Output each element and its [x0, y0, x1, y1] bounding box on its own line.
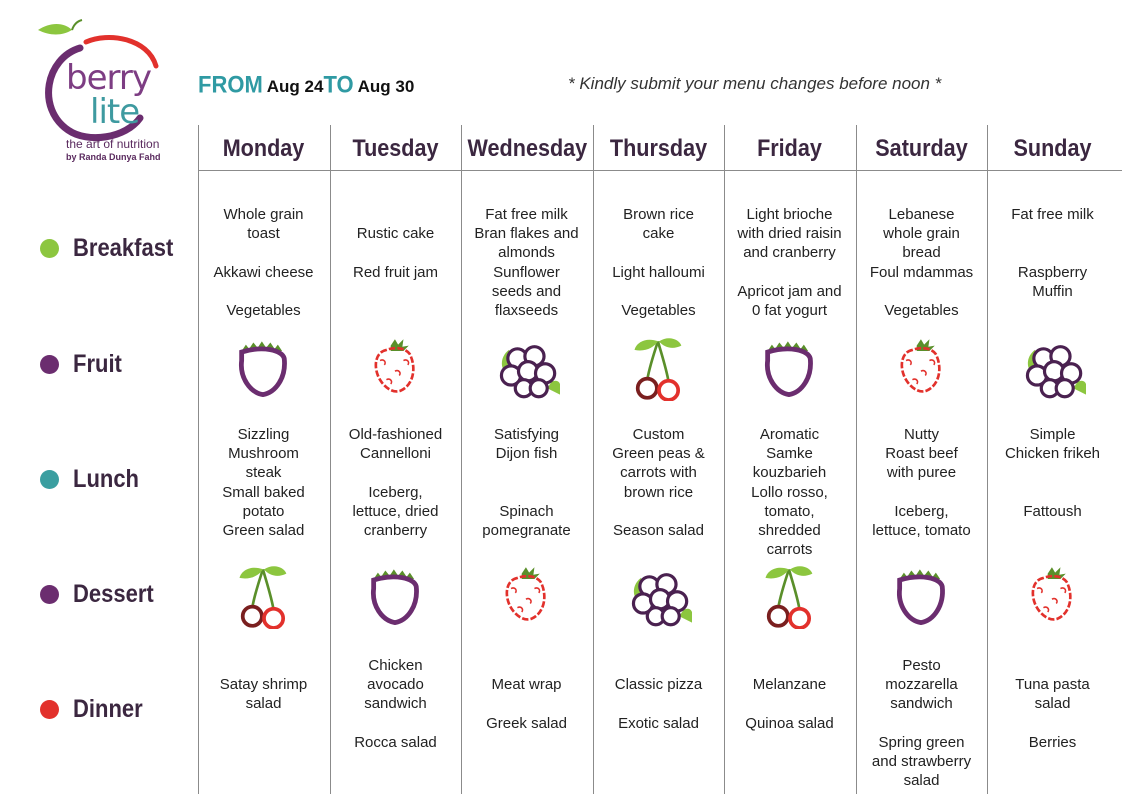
fig-icon [231, 335, 297, 401]
menu-item-line [727, 694, 852, 713]
menu-item-line: Vegetables [621, 301, 696, 319]
menu-item-line: lettuce, tomato [872, 522, 971, 539]
lunch-cell-wednesday [464, 425, 589, 540]
from-date: Aug 24 [266, 77, 324, 96]
menu-item-line: Light brioche [746, 206, 833, 223]
menu-item-line: sandwich [890, 695, 953, 713]
menu-item-line [596, 243, 721, 262]
day-header-monday: Monday [222, 135, 305, 162]
menu-item-line: Mushroom [228, 445, 299, 463]
meal-label-dinner [40, 695, 152, 724]
menu-item-line: Light halloumi [612, 263, 705, 281]
menu-item-line [990, 224, 1115, 243]
menu-item-line: Tuna pasta [1015, 676, 1090, 694]
menu-item-line: Rocca salad [354, 733, 437, 751]
grid-line [724, 125, 725, 794]
breakfast-cell-thursday [596, 205, 721, 320]
menu-item-line [859, 714, 984, 733]
menu-item-line: Spinach [499, 502, 554, 520]
fig-icon [889, 563, 955, 629]
menu-item-line: lettuce, dried [352, 502, 439, 520]
grid-line [330, 125, 331, 794]
menu-item-line: avocado [367, 676, 424, 694]
menu-item-line: Fat free milk [485, 206, 568, 223]
lunch-cell-sunday [990, 425, 1115, 521]
brand-word-berry: berry [66, 58, 151, 98]
day-header-saturday: Saturday [875, 135, 968, 162]
menu-item-line [333, 205, 458, 224]
dinner-dot-icon [40, 700, 59, 719]
menu-item-line: Cannelloni [360, 445, 431, 463]
menu-item-line: kouzbarieh [752, 464, 827, 482]
menu-item-line: Whole grain [223, 206, 304, 223]
menu-item-line: cranberry [363, 522, 428, 539]
menu-item-line: Apricot jam and [737, 282, 842, 300]
menu-item-line [990, 656, 1115, 675]
menu-item-line: toast [247, 225, 280, 243]
meal-label-text: Dinner [73, 695, 143, 723]
menu-item-line: Samke [766, 445, 813, 463]
meal-label-text: Breakfast [73, 234, 174, 262]
dinner-cell-sunday [990, 656, 1115, 752]
menu-item-line: Old-fashioned [348, 426, 443, 443]
menu-item-line: cake [642, 225, 675, 243]
lunch-dot-icon [40, 470, 59, 489]
menu-item-line: steak [245, 464, 282, 482]
menu-item-line: Roast beef [885, 445, 958, 463]
menu-item-line: Quinoa salad [745, 714, 834, 732]
breakfast-cell-friday [727, 205, 852, 320]
menu-item-line: Iceberg, [894, 502, 949, 520]
menu-item-line: Brown rice [623, 206, 694, 223]
blueberry-icon [626, 563, 692, 629]
menu-item-line: salad [245, 695, 282, 713]
menu-item-line: Iceberg, [368, 483, 423, 501]
grid-line [198, 125, 199, 794]
brand-word-lite: lite [90, 92, 140, 132]
menu-item-line: Custom [632, 426, 685, 443]
menu-item-line: Sizzling [237, 426, 290, 443]
menu-item-line: and strawberry [871, 753, 972, 770]
menu-item-line: Chicken [368, 657, 423, 674]
menu-item-line [727, 656, 852, 675]
menu-item-line: Spring green [878, 733, 965, 751]
menu-item-line [596, 502, 721, 521]
fig-icon [363, 563, 429, 629]
day-header-sunday: Sunday [1013, 135, 1092, 162]
menu-item-line [201, 243, 326, 262]
menu-item-line: potato [242, 502, 285, 520]
menu-item-line: Muffin [1032, 282, 1073, 300]
menu-item-line: Dijon fish [495, 445, 558, 463]
menu-item-line [990, 463, 1115, 482]
dinner-cell-saturday [859, 656, 984, 790]
menu-item-line: Fat free milk [1011, 206, 1094, 223]
menu-item-line: Pesto [902, 657, 941, 674]
lunch-cell-tuesday [333, 425, 458, 540]
meal-label-text: Fruit [73, 350, 122, 378]
menu-item-line [859, 282, 984, 301]
meal-label-breakfast [40, 234, 187, 263]
breakfast-cell-sunday [990, 205, 1115, 301]
menu-item-line [464, 463, 589, 482]
menu-item-line: Satay shrimp [219, 676, 308, 694]
menu-item-line [990, 243, 1115, 262]
menu-item-line: Fattoush [1023, 502, 1082, 520]
grid-line [461, 125, 462, 794]
menu-item-line: mozzarella [885, 676, 958, 694]
menu-item-line: seeds and [491, 282, 562, 300]
day-header-friday: Friday [757, 135, 822, 162]
menu-item-line: Berries [1028, 733, 1077, 751]
menu-item-line [333, 714, 458, 733]
menu-item-line [727, 263, 852, 282]
menu-item-line: 0 fat yogurt [751, 302, 828, 319]
breakfast-cell-wednesday [464, 205, 589, 320]
cherry-icon [757, 563, 823, 629]
menu-item-line: Lebanese [888, 206, 955, 223]
menu-item-line: salad [1034, 695, 1071, 713]
fruit-dot-icon [40, 355, 59, 374]
menu-item-line: Vegetables [226, 301, 301, 319]
from-label: FROM [198, 70, 263, 98]
to-date: Aug 30 [357, 77, 415, 96]
raspberry-icon [363, 335, 429, 401]
menu-item-line: Season salad [613, 522, 704, 539]
dinner-cell-thursday [596, 656, 721, 733]
fig-icon [757, 335, 823, 401]
menu-item-line: Exotic salad [618, 714, 699, 732]
brand-tagline: the art of nutrition [66, 137, 160, 151]
menu-item-line: shredded [758, 522, 821, 540]
menu-item-line: Red fruit jam [352, 263, 439, 281]
menu-item-line [596, 282, 721, 301]
menu-item-line [596, 656, 721, 675]
meal-label-dessert [40, 580, 165, 609]
menu-item-line: Vegetables [884, 302, 959, 319]
cherry-icon [231, 563, 297, 629]
breakfast-cell-monday [201, 205, 326, 320]
menu-item-line: tomato, [764, 502, 815, 520]
menu-item-line: carrots [766, 541, 813, 559]
lunch-cell-thursday [596, 425, 721, 540]
day-header-wednesday: Wednesday [467, 135, 588, 162]
menu-item-line: Aromatic [759, 426, 820, 443]
menu-item-line: Simple [1029, 426, 1076, 443]
menu-item-line: Lollo rosso, [751, 483, 828, 501]
menu-item-line: Raspberry [1017, 263, 1088, 281]
menu-item-line: Green salad [222, 522, 305, 540]
lunch-cell-friday [727, 425, 852, 559]
menu-item-line [464, 694, 589, 713]
dessert-dot-icon [40, 585, 59, 604]
grid-line [856, 125, 857, 794]
to-label: TO [323, 70, 354, 98]
dinner-cell-wednesday [464, 656, 589, 733]
menu-item-line: bread [902, 244, 941, 262]
meal-label-text: Dessert [73, 580, 154, 608]
dinner-cell-monday [201, 656, 326, 714]
menu-item-line [333, 463, 458, 482]
notice-text: * Kindly submit your menu changes before noon * [568, 74, 942, 93]
date-range [198, 72, 414, 98]
raspberry-icon [889, 335, 955, 401]
lunch-cell-monday [201, 425, 326, 540]
breakfast-dot-icon [40, 239, 59, 258]
menu-item-line: brown rice [623, 483, 694, 501]
menu-item-line: almonds [498, 244, 555, 262]
menu-item-line: Foul mdammas [869, 263, 974, 281]
meal-label-lunch [40, 465, 148, 494]
menu-item-line: Chicken frikeh [1004, 445, 1101, 463]
menu-item-line [596, 694, 721, 713]
menu-item-line: Greek salad [486, 714, 567, 732]
cherry-icon [626, 335, 692, 401]
menu-item-line: and cranberry [743, 244, 836, 262]
menu-item-line: pomegranate [482, 521, 571, 539]
menu-item-line [464, 483, 589, 502]
menu-item-line: Melanzane [752, 676, 827, 694]
blueberry-icon [1020, 335, 1086, 401]
day-header-tuesday: Tuesday [352, 135, 439, 162]
menu-item-line [201, 282, 326, 301]
menu-item-line: Small baked [222, 483, 305, 501]
menu-item-line: Akkawi cheese [213, 263, 314, 281]
menu-item-line [859, 483, 984, 502]
grid-line [593, 125, 594, 794]
lunch-cell-saturday [859, 425, 984, 540]
meal-label-fruit [40, 350, 129, 379]
menu-item-line [990, 483, 1115, 502]
menu-item-line: with puree [886, 464, 957, 482]
grid-line [987, 125, 988, 794]
menu-item-line: Nutty [903, 426, 939, 443]
menu-item-line [464, 656, 589, 675]
menu-item-line: Rustic cake [356, 225, 435, 243]
raspberry-icon [1020, 563, 1086, 629]
dinner-cell-friday [727, 656, 852, 733]
header-divider [198, 170, 1122, 171]
menu-item-line: carrots with [620, 464, 697, 482]
dinner-cell-tuesday [333, 656, 458, 752]
menu-item-line: sandwich [364, 695, 427, 713]
menu-item-line: Satisfying [493, 426, 560, 443]
menu-item-line: Classic pizza [614, 676, 703, 694]
menu-item-line [201, 656, 326, 675]
menu-item-line [990, 714, 1115, 733]
menu-item-line: Meat wrap [491, 676, 562, 694]
menu-item-line [333, 243, 458, 262]
breakfast-cell-saturday [859, 205, 984, 320]
brand-byline: by Randa Dunya Fahd [66, 152, 161, 162]
menu-item-line: flaxseeds [494, 302, 559, 320]
meal-label-text: Lunch [73, 465, 139, 493]
menu-item-line: Sunflower [493, 263, 560, 281]
breakfast-cell-tuesday [333, 205, 458, 282]
menu-item-line: Green peas & [612, 445, 705, 463]
day-header-thursday: Thursday [609, 135, 708, 162]
menu-item-line: whole grain [883, 225, 960, 243]
raspberry-icon [494, 563, 560, 629]
menu-item-line: Bran flakes and [474, 225, 579, 243]
blueberry-icon [494, 335, 560, 401]
menu-item-line: salad [903, 772, 940, 790]
menu-item-line: with dried raisin [737, 225, 842, 243]
